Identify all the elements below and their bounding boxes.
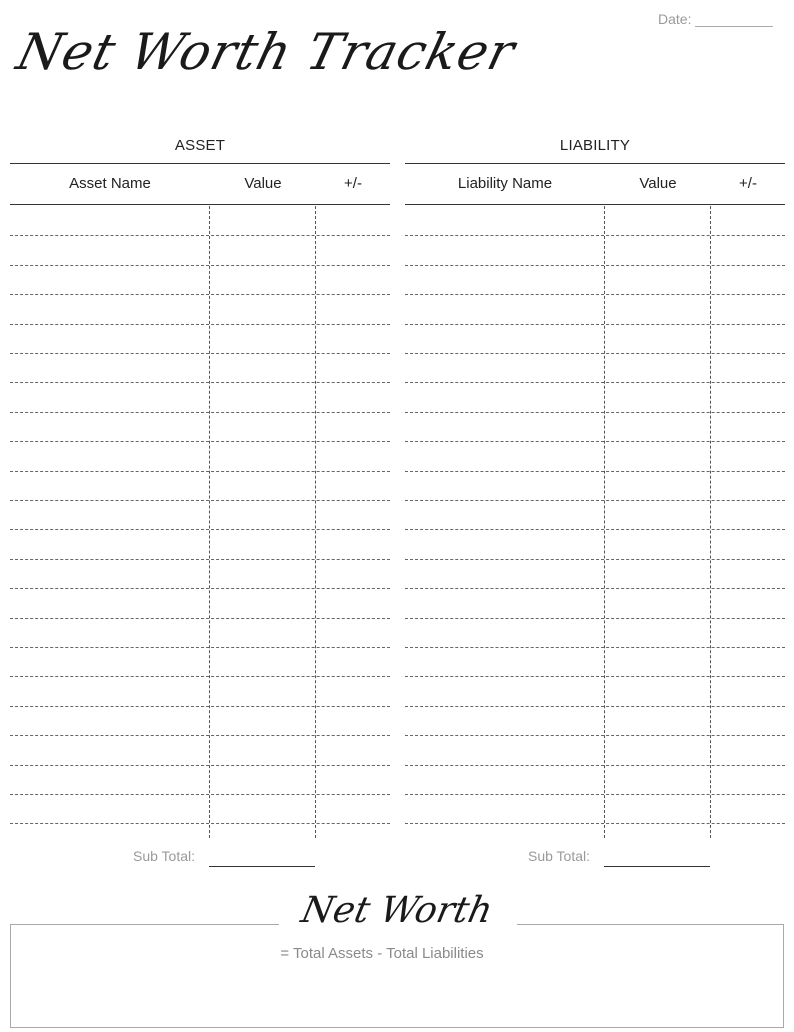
liability-subtotal-line[interactable] (604, 866, 710, 867)
liability-row-line (405, 441, 785, 442)
asset-row-line (10, 794, 390, 795)
date-label: Date: (658, 11, 692, 27)
liability-row-line (405, 471, 785, 472)
liability-entry-grid[interactable] (405, 206, 785, 838)
liability-row-line (405, 676, 785, 677)
asset-row-line (10, 529, 390, 530)
liability-subtotal-label: Sub Total: (528, 848, 591, 864)
asset-row-line (10, 324, 390, 325)
asset-row-line (10, 676, 390, 677)
liability-change-header: +/- (739, 175, 757, 192)
liability-row-line (405, 794, 785, 795)
net-worth-formula: = Total Assets - Total Liabilities (280, 945, 484, 962)
asset-row-line (10, 706, 390, 707)
asset-row-line (10, 618, 390, 619)
net-worth-box[interactable] (10, 924, 784, 1028)
liability-row-line (405, 735, 785, 736)
asset-row-line (10, 765, 390, 766)
asset-subtotal-label: Sub Total: (133, 848, 196, 864)
asset-row-line (10, 382, 390, 383)
liability-row-line (405, 588, 785, 589)
liability-name-header: Liability Name (457, 175, 553, 192)
asset-change-header: +/- (344, 175, 362, 192)
asset-panel-title: ASSET (174, 137, 226, 154)
liability-row-line (405, 559, 785, 560)
asset-row-line (10, 235, 390, 236)
asset-row-line (10, 823, 390, 824)
net-worth-title: Net Worth (297, 890, 497, 931)
asset-subtotal-line[interactable] (209, 866, 315, 867)
liability-row-line (405, 235, 785, 236)
liability-row-line (405, 823, 785, 824)
page-title: Net Worth Tracker (11, 23, 522, 81)
liability-row-line (405, 765, 785, 766)
asset-row-line (10, 412, 390, 413)
liability-panel-title: LIABILITY (559, 137, 631, 154)
asset-row-line (10, 500, 390, 501)
asset-row-line (10, 471, 390, 472)
date-write-line[interactable] (695, 12, 773, 27)
asset-top-rule (10, 163, 390, 164)
asset-row-line (10, 353, 390, 354)
asset-name-header: Asset Name (69, 175, 151, 192)
liability-row-line (405, 294, 785, 295)
asset-row-line (10, 441, 390, 442)
liability-row-line (405, 324, 785, 325)
liability-top-rule (405, 163, 785, 164)
liability-row-line (405, 618, 785, 619)
liability-column-divider (604, 206, 605, 838)
asset-row-line (10, 294, 390, 295)
asset-value-header: Value (244, 175, 282, 192)
asset-row-line (10, 265, 390, 266)
liability-row-line (405, 500, 785, 501)
asset-header-rule (10, 204, 390, 205)
asset-row-line (10, 588, 390, 589)
liability-row-line (405, 529, 785, 530)
liability-row-line (405, 647, 785, 648)
liability-row-line (405, 706, 785, 707)
liability-header-rule (405, 204, 785, 205)
liability-row-line (405, 382, 785, 383)
liability-row-line (405, 412, 785, 413)
liability-column-divider (710, 206, 711, 838)
liability-row-line (405, 265, 785, 266)
asset-row-line (10, 735, 390, 736)
liability-value-header: Value (639, 175, 677, 192)
liability-row-line (405, 353, 785, 354)
asset-column-divider (315, 206, 316, 838)
asset-row-line (10, 559, 390, 560)
date-field[interactable] (658, 11, 773, 27)
asset-column-divider (209, 206, 210, 838)
asset-row-line (10, 647, 390, 648)
asset-entry-grid[interactable] (10, 206, 390, 838)
